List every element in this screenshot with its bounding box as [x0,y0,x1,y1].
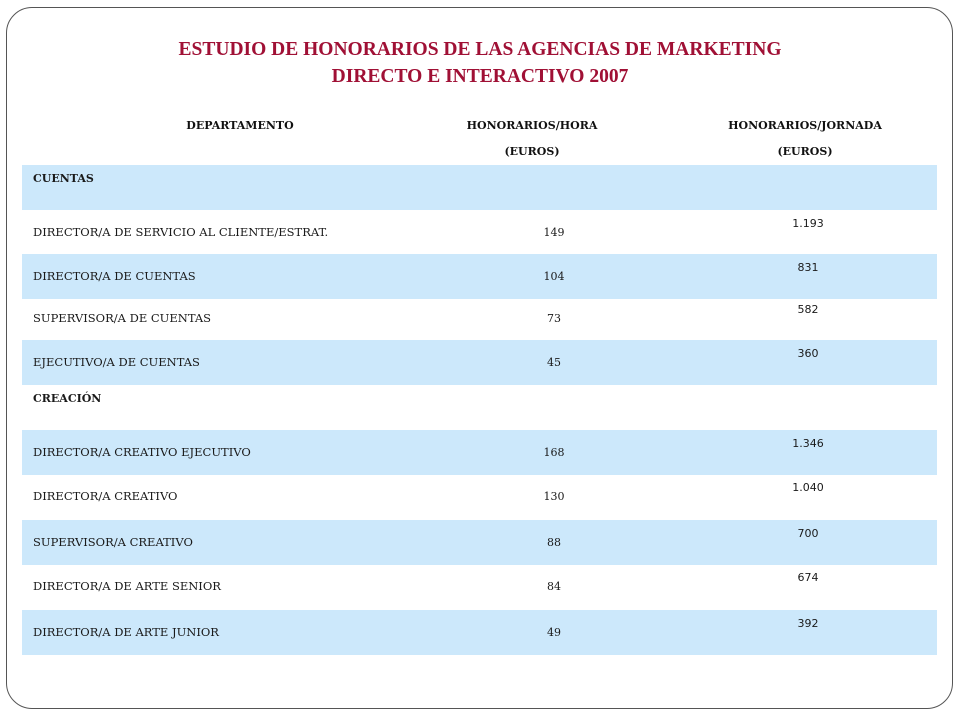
header-jornada-line1: HONORARIOS/JORNADA [728,119,882,132]
row-hora: 88 [547,536,561,549]
header-departamento-label: DEPARTAMENTO [186,119,294,132]
row-label: DIRECTOR/A DE CUENTAS [33,269,196,283]
table-row [22,340,937,385]
row-jornada: 674 [797,571,819,584]
header-honorarios-hora [452,113,612,165]
row-label: SUPERVISOR/A CREATIVO [33,535,193,549]
row-jornada: 1.040 [792,481,824,494]
row-jornada: 582 [797,303,819,316]
header-departamento [140,113,340,165]
row-label: SUPERVISOR/A DE CUENTAS [33,311,212,325]
row-label: DIRECTOR/A DE ARTE JUNIOR [33,625,219,639]
row-hora: 104 [543,270,565,283]
header-hora-line2: (EUROS) [504,145,560,158]
row-hora: 149 [543,226,565,239]
row-hora: 73 [547,312,561,325]
header-jornada-line2: (EUROS) [777,145,833,158]
row-jornada: 1.193 [792,217,824,230]
title-line-1: ESTUDIO DE HONORARIOS DE LAS AGENCIAS DE MARKETING [178,39,782,60]
row-label: DIRECTOR/A DE SERVICIO AL CLIENTE/ESTRAT. [33,225,329,239]
header-hora-line1: HONORARIOS/HORA [466,119,598,132]
row-hora: 49 [547,626,561,639]
row-label: DIRECTOR/A DE ARTE SENIOR [33,579,221,593]
row-hora: 45 [547,356,561,369]
row-hora: 168 [543,446,565,459]
table-row [22,610,937,655]
row-jornada: 700 [797,527,819,540]
section-label: CUENTAS [33,172,94,185]
row-hora: 84 [547,580,561,593]
title-line-2: DIRECTO E INTERACTIVO 2007 [331,66,629,87]
header-honorarios-jornada [700,113,910,165]
row-hora: 130 [543,490,565,503]
row-jornada: 360 [797,347,819,360]
row-jornada: 831 [797,261,819,274]
page-title [0,36,960,90]
row-label: DIRECTOR/A CREATIVO EJECUTIVO [33,445,251,459]
row-jornada: 392 [797,617,819,630]
row-label: DIRECTOR/A CREATIVO [33,489,178,503]
row-label: EJECUTIVO/A DE CUENTAS [33,355,200,369]
row-jornada: 1.346 [792,437,824,450]
section-label: CREACIÓN [33,392,102,405]
